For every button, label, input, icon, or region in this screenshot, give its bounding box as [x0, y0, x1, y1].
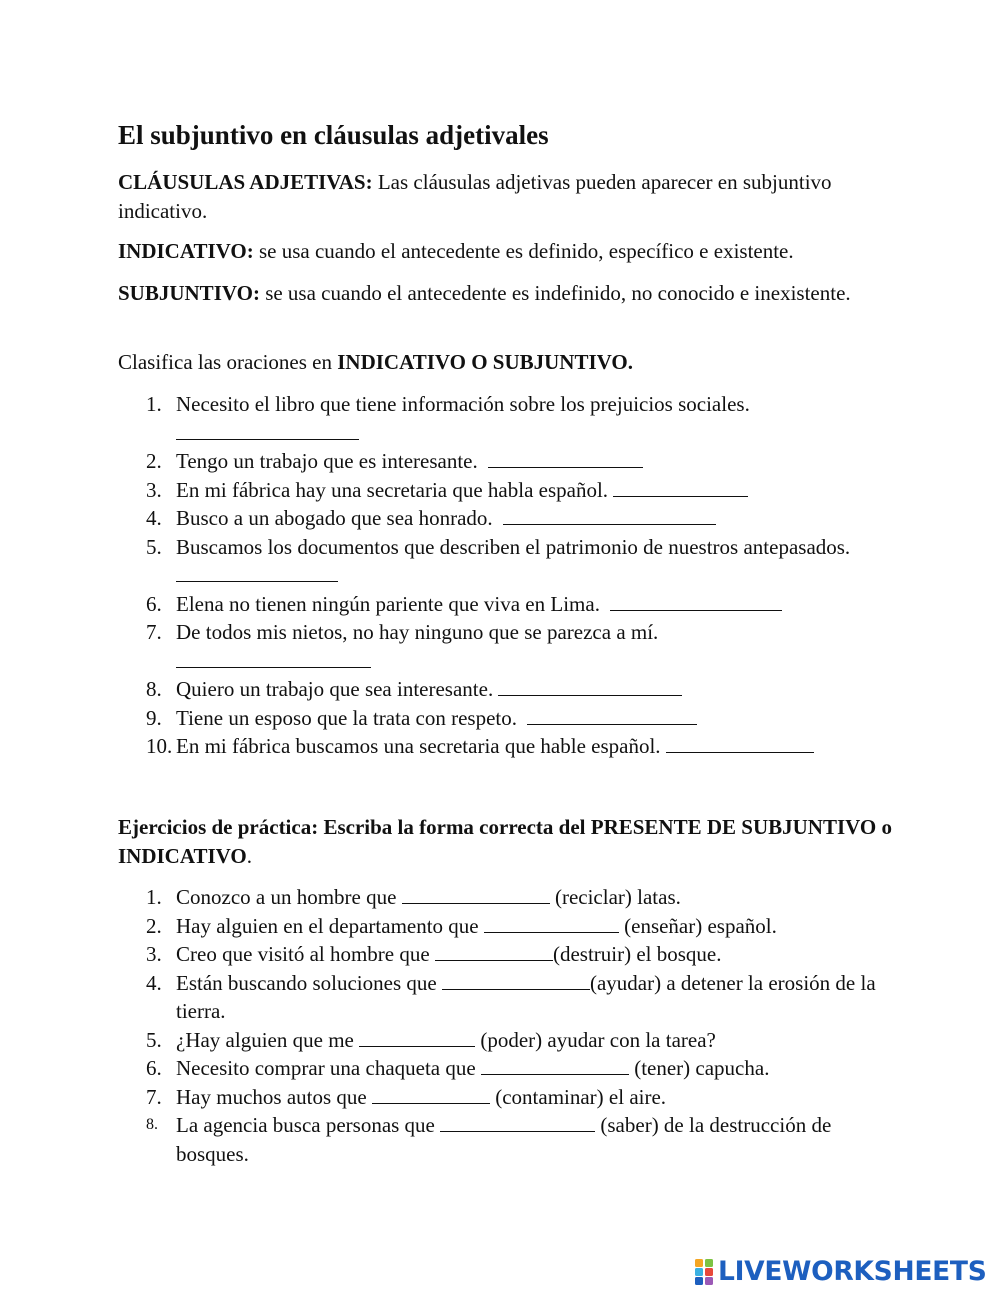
part2-heading-text: Ejercicios de práctica: Escriba la forma correcta del PRESENTE DE SUBJUNTIVO o INDICATIVO: [118, 815, 892, 868]
item-text-before: Están buscando soluciones que: [176, 970, 437, 995]
indicativo-label: INDICATIVO:: [118, 239, 254, 263]
answer-blank[interactable]: [503, 505, 716, 525]
answer-blank[interactable]: [440, 1112, 595, 1132]
item-sentence: Elena no tienen ningún pariente que viva en Lima.: [176, 591, 600, 616]
list-item: [118, 504, 898, 533]
answer-blank[interactable]: [484, 913, 619, 933]
list-item: [118, 969, 898, 1026]
list-item: [118, 704, 898, 733]
list-item: [118, 675, 898, 704]
item-number: 6.: [146, 591, 162, 616]
practice-list: [118, 883, 898, 1168]
list-item: [118, 618, 898, 675]
item-text-after: (reciclar) latas.: [554, 885, 681, 909]
list-item: [118, 1026, 898, 1055]
item-number: 2.: [146, 913, 162, 938]
list-item: [118, 1111, 898, 1168]
item-number: 6.: [146, 1056, 162, 1080]
liveworksheets-logo: [694, 1256, 987, 1288]
instruction-bold: INDICATIVO O SUBJUNTIVO.: [337, 350, 633, 374]
list-item: [118, 390, 898, 447]
subjuntivo-text: se usa cuando el antecedente es indefinido, no conocido e inexistente.: [259, 281, 851, 305]
item-text-before: Hay alguien en el departamento que: [176, 913, 479, 938]
subjuntivo-label: SUBJUNTIVO:: [118, 281, 260, 305]
item-number: 3.: [146, 942, 162, 966]
item-number: 5.: [146, 1027, 162, 1052]
item-sentence: Busco a un abogado que sea honrado.: [176, 506, 493, 530]
part2-heading: [118, 813, 898, 870]
item-text-after: (destruir) el bosque.: [552, 942, 722, 966]
item-number: 1.: [146, 885, 162, 909]
part1-instruction: [118, 348, 898, 377]
answer-blank[interactable]: [527, 705, 697, 725]
list-item: [118, 1054, 898, 1083]
item-text-before: La agencia busca personas que: [176, 1113, 435, 1137]
item-sentence: Buscamos los documentos que describen el patrimonio de nuestros antepasados.: [176, 534, 851, 559]
item-text-before: Necesito comprar una chaqueta que: [176, 1056, 476, 1080]
list-item: [118, 883, 898, 912]
item-number: 4.: [146, 506, 162, 530]
item-sentence: Quiero un trabajo que sea interesante.: [176, 677, 494, 701]
item-number: 8.: [146, 677, 162, 701]
item-text-after: (tener) capucha.: [634, 1056, 770, 1080]
item-text-after: (poder) ayudar con la tarea?: [480, 1027, 716, 1052]
answer-blank[interactable]: [176, 648, 371, 668]
answer-blank[interactable]: [176, 562, 338, 582]
answer-blank[interactable]: [372, 1084, 490, 1104]
item-text-after: (saber) de la destrucción de bosques.: [176, 1113, 832, 1166]
classification-list: [118, 390, 898, 761]
item-sentence: Necesito el libro que tiene información sobre los prejuicios sociales.: [176, 392, 750, 416]
item-sentence: De todos mis nietos, no hay ninguno que se parezca a mí.: [176, 620, 659, 644]
page-title: El subjuntivo en cláusulas adjetivales: [118, 120, 549, 150]
answer-blank[interactable]: [666, 733, 814, 753]
item-text-before: Hay muchos autos que: [176, 1084, 367, 1109]
answer-blank[interactable]: [442, 970, 590, 990]
indicativo-text: se usa cuando el antecedente es definido, específico e existente.: [253, 239, 794, 263]
item-number: 3.: [146, 477, 162, 502]
item-text-before: Conozco a un hombre que: [176, 885, 397, 909]
item-number: 2.: [146, 449, 162, 473]
item-text-before: ¿Hay alguien que me: [176, 1027, 354, 1052]
liveworksheets-logo-icon: [694, 1259, 714, 1285]
indicativo-definition: [118, 237, 898, 266]
item-number: 8.: [146, 1116, 158, 1133]
list-item: [118, 590, 898, 619]
item-sentence: Tiene un esposo que la trata con respeto.: [176, 705, 517, 730]
clausulas-text: Las cláusulas adjetivas pueden aparecer en subjuntivo indicativo.: [118, 170, 832, 223]
liveworksheets-logo-text: LIVEWORKSHEETS: [718, 1256, 987, 1287]
item-number: 9.: [146, 705, 162, 730]
item-number: 10.: [146, 734, 173, 758]
answer-blank[interactable]: [481, 1055, 629, 1075]
answer-blank[interactable]: [402, 884, 550, 904]
item-number: 7.: [146, 1084, 162, 1109]
item-text-after: (ayudar) a detener la erosión de la tierra.: [176, 970, 876, 1023]
item-sentence: En mi fábrica hay una secretaria que habla español.: [176, 477, 609, 502]
subjuntivo-definition: [118, 279, 898, 308]
answer-blank[interactable]: [498, 676, 682, 696]
list-item: [118, 1083, 898, 1112]
item-number: 7.: [146, 620, 162, 644]
list-item: [118, 940, 898, 969]
answer-blank[interactable]: [610, 591, 782, 611]
item-sentence: En mi fábrica buscamos una secretaria que hable español.: [176, 734, 661, 758]
item-text-before: Creo que visitó al hombre que: [176, 942, 430, 966]
answer-blank[interactable]: [176, 420, 359, 440]
item-text-after: (contaminar) el aire.: [495, 1084, 667, 1109]
clausulas-definition: [118, 168, 898, 225]
item-number: 5.: [146, 534, 162, 559]
list-item: [118, 912, 898, 941]
instruction-prefix: Clasifica las oraciones en: [118, 350, 338, 374]
list-item: [118, 732, 898, 761]
answer-blank[interactable]: [359, 1027, 475, 1047]
list-item: [118, 476, 898, 505]
answer-blank[interactable]: [488, 448, 643, 468]
item-number: 1.: [146, 392, 162, 416]
clausulas-label: CLÁUSULAS ADJETIVAS:: [118, 170, 373, 194]
item-number: 4.: [146, 970, 162, 995]
answer-blank[interactable]: [435, 941, 553, 961]
list-item: [118, 533, 898, 590]
item-text-after: (enseñar) español.: [624, 913, 777, 938]
list-item: [118, 447, 898, 476]
answer-blank[interactable]: [613, 477, 748, 497]
part2-heading-period: .: [246, 843, 252, 868]
item-sentence: Tengo un trabajo que es interesante.: [176, 449, 478, 473]
